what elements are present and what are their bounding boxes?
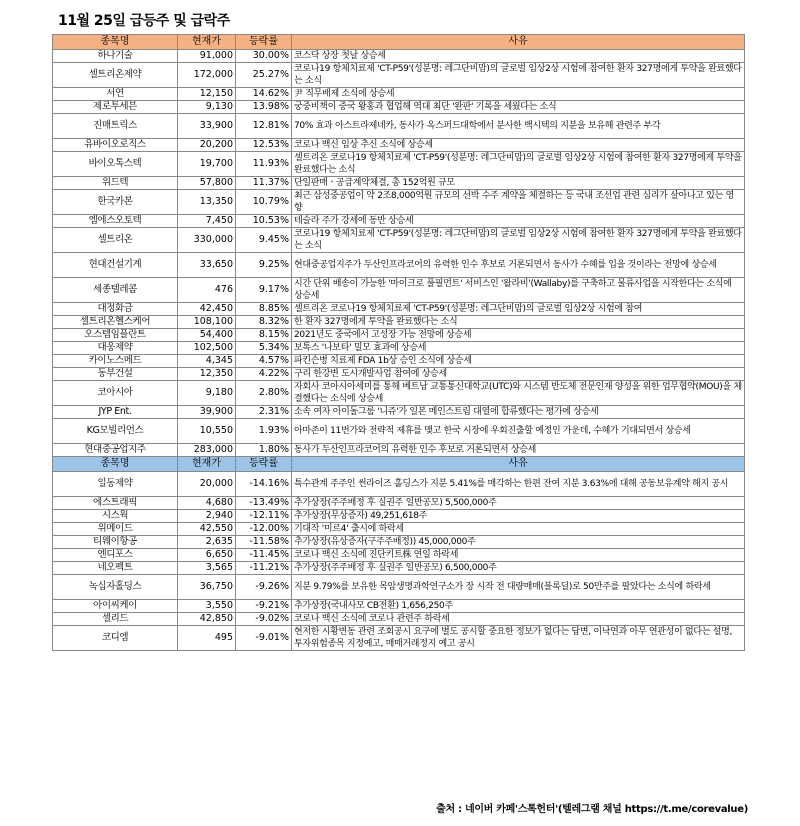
stock-price: 7,450: [178, 215, 236, 228]
header-rate: 등락률: [236, 35, 292, 50]
stock-price: 20,200: [178, 139, 236, 152]
reason-text: 70% 효과 아스트라제네카, 동사가 옥스퍼드대학에서 분사한 백시텍의 지분을 보유해 관련주 부각: [292, 114, 745, 139]
up-table-row: [53, 419, 745, 444]
down-header-row: [53, 457, 745, 472]
change-rate: 5.34%: [236, 342, 292, 355]
stock-price: 39,900: [178, 406, 236, 419]
stock-name: 대웅제약: [53, 342, 178, 355]
change-rate: -9.02%: [236, 613, 292, 626]
stock-price: 42,550: [178, 523, 236, 536]
header-rate: 등락률: [236, 457, 292, 472]
stock-name: KG모빌리언스: [53, 419, 178, 444]
stock-price: 33,650: [178, 253, 236, 278]
stock-price: 13,350: [178, 190, 236, 215]
stock-price: 9,180: [178, 381, 236, 406]
stock-name: 진매트릭스: [53, 114, 178, 139]
header-price: 현재가: [178, 35, 236, 50]
reason-text: 코로나19 항체치료제 'CT-P59'(성분명: 레그단비맙)의 글로벌 임상2상 시험에 참여한 환자 327명에게 투약을 완료했다는 소식: [292, 63, 745, 88]
down-table-row: [53, 510, 745, 523]
stock-name: 대정화금: [53, 303, 178, 316]
stock-price: 6,650: [178, 549, 236, 562]
up-table-row: [53, 152, 745, 177]
header-reason: 사유: [292, 457, 745, 472]
reason-text: 보톡스 '나보타' 밀모 효과에 상승세: [292, 342, 745, 355]
stock-name: 엠에스오토텍: [53, 215, 178, 228]
up-table-row: [53, 316, 745, 329]
up-table-row: [53, 139, 745, 152]
stock-name: 코아시아: [53, 381, 178, 406]
change-rate: 1.93%: [236, 419, 292, 444]
stock-name: 셀리드: [53, 613, 178, 626]
stock-price: 9,130: [178, 101, 236, 114]
up-table-row: [53, 50, 745, 63]
up-table-row: [53, 88, 745, 101]
change-rate: 2.80%: [236, 381, 292, 406]
reason-text: 추가상장(국내사모 CB전환) 1,656,250주: [292, 600, 745, 613]
reason-text: 동사가 두산인프라코어의 유력한 인수 후보로 거론되면서 상승세: [292, 444, 745, 457]
stock-name: 서연: [53, 88, 178, 101]
stock-price: 36,750: [178, 575, 236, 600]
header-name: 종목명: [53, 35, 178, 50]
reason-text: 구리 한강변 도시개발사업 참여에 상승세: [292, 368, 745, 381]
change-rate: -11.58%: [236, 536, 292, 549]
up-table-row: [53, 253, 745, 278]
reason-text: 코로나 백신 소식에 코로나 관련주 하락세: [292, 613, 745, 626]
reason-text: 단일판매ㆍ공급계약체결, 총 152억원 규모: [292, 177, 745, 190]
stock-name: 하나기술: [53, 50, 178, 63]
stock-price: 33,900: [178, 114, 236, 139]
stock-name: 현대건설기계: [53, 253, 178, 278]
reason-text: 자회사 코아시아세미를 통해 베트남 교통통신대학교(UTC)와 시스템 반도체 전문인재 양성을 위한 업무협약(MOU)을 체결했다는 소식에 상승세: [292, 381, 745, 406]
stock-name: 세종텔레콤: [53, 278, 178, 303]
source-credit: 출처 : 네이버 카페'스톡헌터'(텔레그램 채널 https://t.me/corevalue): [436, 804, 748, 815]
reason-text: 추가상장(주주배정 후 실권주 일반공모) 5,500,000주: [292, 497, 745, 510]
down-table-row: [53, 626, 745, 651]
down-table-row: [53, 472, 745, 497]
up-table-row: [53, 355, 745, 368]
down-table-row: [53, 613, 745, 626]
stock-price: 476: [178, 278, 236, 303]
change-rate: 10.79%: [236, 190, 292, 215]
change-rate: 11.37%: [236, 177, 292, 190]
up-table-row: [53, 228, 745, 253]
down-table-row: [53, 523, 745, 536]
up-table-row: [53, 177, 745, 190]
change-rate: -14.16%: [236, 472, 292, 497]
header-name: 종목명: [53, 457, 178, 472]
page-title: 11월 25일 급등주 및 급락주: [58, 13, 230, 29]
change-rate: 4.22%: [236, 368, 292, 381]
stock-price: 172,000: [178, 63, 236, 88]
stock-price: 12,150: [178, 88, 236, 101]
reason-text: 소속 여자 아이돌그룹 '니쥬'가 일본 메인스트림 대열에 합류했다는 평가에 상승세: [292, 406, 745, 419]
stock-price: 91,000: [178, 50, 236, 63]
reason-text: 현저한 시황변동 관련 조회공시 요구에 별도 공시할 중요한 정보가 없다는 답변, 이낙연과 아무 연관성이 없다는 설명, 투자위험종목 지정예고, 매매거래정지 예고 공시: [292, 626, 745, 651]
reason-text: 테슬라 주가 강세에 동반 상승세: [292, 215, 745, 228]
stock-name: 티웨이항공: [53, 536, 178, 549]
reason-text: 추가상장(주주배정 후 실권주 일반공모) 6,500,000주: [292, 562, 745, 575]
change-rate: 12.53%: [236, 139, 292, 152]
stock-name: 셀트리온: [53, 228, 178, 253]
up-table-row: [53, 329, 745, 342]
stock-price: 4,345: [178, 355, 236, 368]
up-table-row: [53, 406, 745, 419]
reason-text: 추가상장(무상증자) 49,251,618주: [292, 510, 745, 523]
stock-name: 현대중공업지주: [53, 444, 178, 457]
stock-price: 108,100: [178, 316, 236, 329]
stock-price: 19,700: [178, 152, 236, 177]
change-rate: 14.62%: [236, 88, 292, 101]
stock-name: 에스트래픽: [53, 497, 178, 510]
stock-name: 엔디포스: [53, 549, 178, 562]
stock-price: 42,450: [178, 303, 236, 316]
up-table-row: [53, 63, 745, 88]
change-rate: 10.53%: [236, 215, 292, 228]
stock-price: 4,680: [178, 497, 236, 510]
change-rate: -9.21%: [236, 600, 292, 613]
change-rate: 8.15%: [236, 329, 292, 342]
change-rate: 8.32%: [236, 316, 292, 329]
change-rate: -12.00%: [236, 523, 292, 536]
change-rate: 13.98%: [236, 101, 292, 114]
reason-text: 추가상장(유상증자(구주주배정)) 45,000,000주: [292, 536, 745, 549]
change-rate: 25.27%: [236, 63, 292, 88]
stock-price: 102,500: [178, 342, 236, 355]
stock-price: 10,550: [178, 419, 236, 444]
reason-text: 코스닥 상장 첫날 상승세: [292, 50, 745, 63]
change-rate: 12.81%: [236, 114, 292, 139]
stock-price: 42,850: [178, 613, 236, 626]
change-rate: -9.26%: [236, 575, 292, 600]
up-table-row: [53, 381, 745, 406]
stock-price: 2,940: [178, 510, 236, 523]
up-table-row: [53, 444, 745, 457]
reason-text: 특수관계 주주인 썬라이즈 홀딩스가 지분 5.41%를 매각하는 한편 잔여 지분 3.63%에 대해 공동보유계약 해지 공시: [292, 472, 745, 497]
reason-text: 코로나 백신 임상 추신 소식에 상승세: [292, 139, 745, 152]
down-table-row: [53, 575, 745, 600]
change-rate: 4.57%: [236, 355, 292, 368]
stock-price: 57,800: [178, 177, 236, 190]
down-table-row: [53, 600, 745, 613]
stock-name: 유바이오로직스: [53, 139, 178, 152]
stock-name: 바이오톡스텍: [53, 152, 178, 177]
reason-text: 시간 단위 배송이 가능한 '마이크로 풀필먼트' 서비스인 '왈라비'(Wallaby)를 구축하고 물류사업을 시작한다는 소식에 상승세: [292, 278, 745, 303]
stock-name: JYP Ent.: [53, 406, 178, 419]
up-table-row: [53, 342, 745, 355]
stock-name: 카이노스메드: [53, 355, 178, 368]
change-rate: -11.21%: [236, 562, 292, 575]
reason-text: 尹 직무배제 소식에 상승세: [292, 88, 745, 101]
stock-name: 한국카본: [53, 190, 178, 215]
stock-price: 283,000: [178, 444, 236, 457]
reason-text: 지분 9.79%를 보유한 목암생명과학연구소가 장 시작 전 대량매매(블록딜)로 50만주를 팔았다는 소식에 하락세: [292, 575, 745, 600]
stock-name: 셀트리온헬스케어: [53, 316, 178, 329]
reason-text: 셀트리온 코로나19 항체치료제 'CT-P59'(성분명: 레그단비맙)의 글로벌 임상2상 시험에 참여한 환자 327명에게 투약을 완료했다는 소식: [292, 152, 745, 177]
stock-name: 아이씨케이: [53, 600, 178, 613]
change-rate: -13.49%: [236, 497, 292, 510]
stock-name: 동부건설: [53, 368, 178, 381]
reason-text: 궁중비책이 중국 왕홍과 협업해 역대 최단 '완판' 기록을 세웠다는 소식: [292, 101, 745, 114]
up-header-row: [53, 35, 745, 50]
up-table-row: [53, 278, 745, 303]
stock-price: 3,565: [178, 562, 236, 575]
stock-name: 제로투세븐: [53, 101, 178, 114]
down-table-row: [53, 549, 745, 562]
up-table-row: [53, 368, 745, 381]
header-reason: 사유: [292, 35, 745, 50]
down-table-row: [53, 497, 745, 510]
reason-text: 아마존이 11번가와 전략적 제휴를 맺고 한국 시장에 우회진출할 예정인 가운데, 수혜가 기대되면서 상승세: [292, 419, 745, 444]
stock-name: 오스템임플란트: [53, 329, 178, 342]
stock-price: 54,400: [178, 329, 236, 342]
change-rate: 9.17%: [236, 278, 292, 303]
up-table-row: [53, 190, 745, 215]
change-rate: 9.45%: [236, 228, 292, 253]
up-table-row: [53, 215, 745, 228]
change-rate: 1.80%: [236, 444, 292, 457]
stock-name: 녹십자홀딩스: [53, 575, 178, 600]
reason-text: 현대중공업지주가 두산인프라코어의 유력한 인수 후보로 거론되면서 동사가 수혜를 입을 것이라는 전망에 상승세: [292, 253, 745, 278]
reason-text: 코로나19 항체치료제 'CT-P59'(성분명: 레그단비맙)의 글로벌 임상2상 시험에 참여한 환자 327명에게 투약을 완료했다는 소식: [292, 228, 745, 253]
reason-text: 코로나 백신 소식에 진단키트株 연일 하락세: [292, 549, 745, 562]
stock-price: 20,000: [178, 472, 236, 497]
reason-text: 기대작 '미르4' 출시에 하락세: [292, 523, 745, 536]
stock-price: 495: [178, 626, 236, 651]
change-rate: -12.11%: [236, 510, 292, 523]
change-rate: -11.45%: [236, 549, 292, 562]
stock-name: 코디엠: [53, 626, 178, 651]
header-price: 현재가: [178, 457, 236, 472]
stock-name: 네오펙트: [53, 562, 178, 575]
stock-name: 셀트리온제약: [53, 63, 178, 88]
up-table-row: [53, 101, 745, 114]
stock-name: 위드텍: [53, 177, 178, 190]
stock-name: 일동제약: [53, 472, 178, 497]
stock-price: 330,000: [178, 228, 236, 253]
stock-price: 12,350: [178, 368, 236, 381]
reason-text: 파킨슨병 치료제 FDA 1b상 승인 소식에 상승세: [292, 355, 745, 368]
reason-text: 최근 삼성중공업이 약 2조8,000억원 규모의 선박 수주 계약을 체결하는 등 국내 조선업 관련 심리가 살아나고 있는 영향: [292, 190, 745, 215]
reason-text: 셀트리온 코로나19 항체치료제 'CT-P59'(성분명: 레그단비맙)의 글로벌 임상2상 시험에 참여: [292, 303, 745, 316]
stock-price: 2,635: [178, 536, 236, 549]
change-rate: 11.93%: [236, 152, 292, 177]
reason-text: 2021년도 중국에서 고성장 가능 전망에 상승세: [292, 329, 745, 342]
stock-name: 시스웍: [53, 510, 178, 523]
up-table-row: [53, 114, 745, 139]
change-rate: 9.25%: [236, 253, 292, 278]
change-rate: 8.85%: [236, 303, 292, 316]
stock-table: [52, 34, 745, 651]
stock-name: 위메이드: [53, 523, 178, 536]
stock-price: 3,550: [178, 600, 236, 613]
reason-text: 한 환자 327명에게 투약을 완료했다는 소식: [292, 316, 745, 329]
up-table-row: [53, 303, 745, 316]
change-rate: 2.31%: [236, 406, 292, 419]
change-rate: 30.00%: [236, 50, 292, 63]
down-table-row: [53, 562, 745, 575]
down-table-row: [53, 536, 745, 549]
change-rate: -9.01%: [236, 626, 292, 651]
